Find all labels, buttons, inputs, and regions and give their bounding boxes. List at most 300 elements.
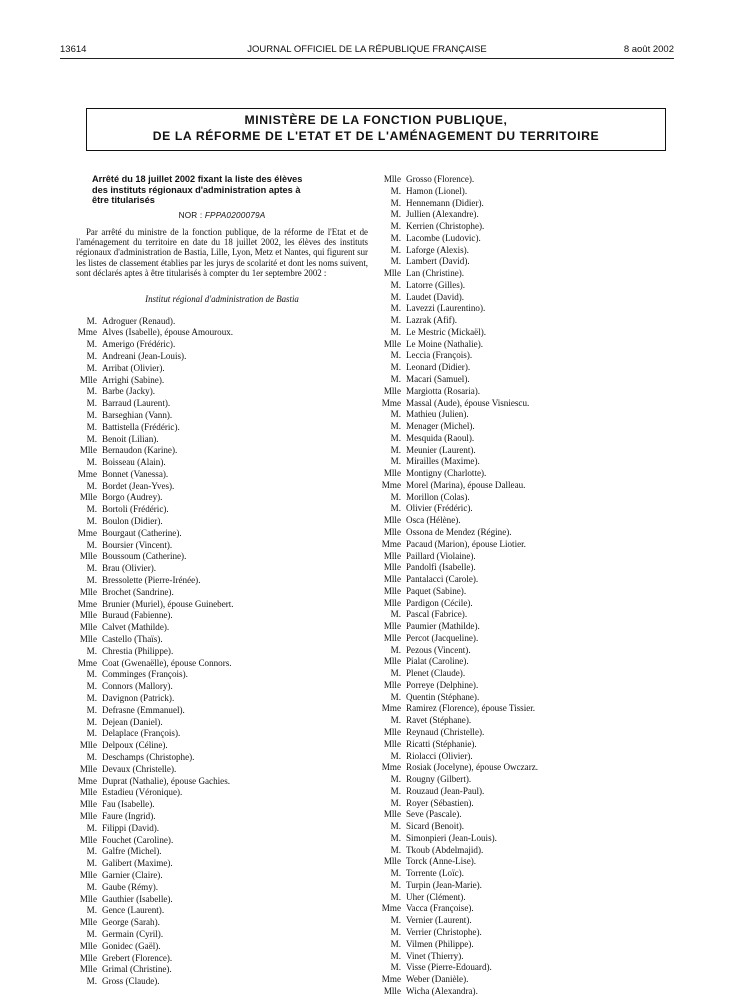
civility-title: M. (86, 846, 97, 857)
civility-title: M. (86, 315, 97, 326)
person-name: Ossona de Mendez (Régine). (406, 526, 512, 537)
arrete-title-line3: être titularisés (92, 195, 155, 205)
person-name: Galfre (Michel). (102, 846, 162, 857)
name-entry (380, 656, 700, 668)
person-name: Le Mestric (Mickaël). (406, 326, 487, 337)
name-entry (76, 882, 368, 894)
name-entry (76, 799, 368, 811)
civility-title: M. (390, 232, 401, 243)
person-name: Morillon (Colas). (406, 491, 470, 502)
civility-title: Mlle (383, 809, 401, 820)
name-entry (76, 776, 368, 788)
civility-title: Mlle (383, 656, 401, 667)
name-entry (380, 245, 700, 257)
name-entry (380, 280, 700, 292)
person-name: Gence (Laurent). (102, 905, 165, 916)
name-entry (380, 951, 700, 963)
nor-value: FPPA0200079A (204, 210, 266, 220)
civility-title: Mlle (79, 917, 97, 928)
person-name: Lavezzi (Laurentino). (406, 303, 486, 314)
civility-title: Mlle (383, 632, 401, 643)
civility-title: M. (390, 409, 401, 420)
name-entry (380, 892, 700, 904)
name-entry (380, 868, 700, 880)
person-name: Barbe (Jacky). (102, 386, 156, 397)
name-entry (76, 575, 368, 587)
person-name: Bourgaut (Catherine). (102, 527, 182, 538)
person-name: Kerrien (Christophe). (406, 221, 485, 232)
name-entry (380, 398, 700, 410)
arrete-title-line1: Arrêté du 18 juillet 2002 fixant la liste des élèves (92, 174, 303, 184)
person-name: Latorre (Gilles). (406, 279, 466, 290)
civility-title: Mlle (79, 869, 97, 880)
name-entry (380, 586, 700, 598)
person-name: Wicha (Alexandra). (406, 985, 478, 996)
civility-title: M. (390, 197, 401, 208)
person-name: Brunier (Muriel), épouse Guinebert. (102, 598, 234, 609)
name-entry (380, 233, 700, 245)
name-entry (380, 409, 700, 421)
name-entry (380, 527, 700, 539)
name-entry (76, 764, 368, 776)
civility-title: Mlle (79, 964, 97, 975)
name-entry (380, 762, 700, 774)
civility-title: Mlle (79, 893, 97, 904)
name-entry (380, 903, 700, 915)
person-name: Deschamps (Christophe). (102, 752, 195, 763)
person-name: Garnier (Claire). (102, 869, 163, 880)
person-name: Rosiak (Jocelyne), épouse Owczarz. (406, 762, 539, 773)
person-name: Castello (Thaïs). (102, 634, 163, 645)
civility-title: M. (86, 928, 97, 939)
name-entry (380, 221, 700, 233)
civility-title: Mlle (79, 551, 97, 562)
civility-title: Mlle (79, 374, 97, 385)
name-entry (380, 633, 700, 645)
person-name: Pialat (Caroline). (406, 656, 469, 667)
civility-title: Mlle (79, 811, 97, 821)
publication-date: 8 août 2002 (623, 44, 674, 55)
civility-title: Mme (381, 974, 401, 985)
name-entry (380, 362, 700, 374)
person-name: Percot (Jacqueline). (406, 632, 479, 643)
name-entry (380, 468, 700, 480)
civility-title: Mme (77, 327, 97, 338)
name-entry (76, 469, 368, 481)
name-entry (76, 846, 368, 858)
person-name: Porreye (Delphine). (406, 679, 479, 690)
civility-title: M. (86, 350, 97, 361)
civility-title: Mme (381, 703, 401, 714)
name-entry (380, 703, 700, 715)
civility-title: Mlle (383, 679, 401, 690)
person-name: Boisseau (Alain). (102, 457, 166, 468)
person-name: Hennemann (Didier). (406, 197, 484, 208)
civility-title: M. (86, 480, 97, 491)
name-entry (380, 621, 700, 633)
civility-title: M. (86, 752, 97, 763)
name-entry (380, 786, 700, 798)
name-entry (380, 292, 700, 304)
person-name: Leonard (Didier). (406, 362, 471, 373)
civility-title: M. (86, 858, 97, 869)
civility-title: M. (86, 339, 97, 350)
person-name: Connors (Mallory). (102, 681, 173, 692)
arrete-title (76, 174, 368, 206)
civility-title: M. (390, 868, 401, 879)
person-name: Tkoub (Abdelmajid). (406, 844, 484, 855)
civility-title: M. (86, 693, 97, 704)
name-entry (76, 327, 368, 339)
person-name: Margiotta (Rosaria). (406, 385, 481, 396)
person-name: Jullien (Alexandre). (406, 209, 479, 220)
civility-title: M. (86, 881, 97, 892)
name-entry (380, 374, 700, 386)
name-entry (380, 645, 700, 657)
person-name: Olivier (Frédéric). (406, 503, 473, 514)
person-name: Meunier (Laurent). (406, 444, 476, 455)
person-name: Vinet (Thierry). (406, 950, 464, 961)
name-entry (76, 540, 368, 552)
person-name: Pascal (Fabrice). (406, 609, 468, 620)
name-entry (76, 823, 368, 835)
person-name: Pacaud (Marion), épouse Liotier. (406, 538, 526, 549)
name-entry (76, 953, 368, 965)
person-name: Boursier (Vincent). (102, 539, 173, 550)
civility-title: M. (390, 279, 401, 290)
civility-title: M. (390, 350, 401, 361)
civility-title: Mlle (383, 385, 401, 396)
civility-title: Mlle (79, 763, 97, 774)
person-name: Delaplace (François). (102, 728, 181, 739)
page-header (60, 44, 674, 58)
name-entry (380, 562, 700, 574)
civility-title: Mlle (383, 621, 401, 632)
name-entry (76, 410, 368, 422)
civility-title: M. (390, 491, 401, 502)
person-name: Arrighi (Sabine). (102, 374, 165, 385)
name-entry (76, 398, 368, 410)
person-name: Rougny (Gilbert). (406, 774, 472, 785)
person-name: Bressolette (Pierre-Irénée). (102, 575, 201, 586)
name-entry (380, 715, 700, 727)
civility-title: M. (390, 644, 401, 655)
name-entry (380, 303, 700, 315)
civility-title: Mme (381, 762, 401, 773)
civility-title: M. (86, 645, 97, 656)
name-entry (380, 174, 700, 186)
name-entry (380, 821, 700, 833)
person-name: Gauthier (Isabelle). (102, 893, 173, 904)
person-name: Quentin (Stéphane). (406, 691, 480, 702)
civility-title: Mme (77, 775, 97, 786)
name-entry (76, 386, 368, 398)
person-name: Hamon (Lionel). (406, 185, 468, 196)
civility-title: Mlle (79, 610, 97, 621)
person-name: Dejean (Daniel). (102, 716, 163, 727)
civility-title: M. (390, 750, 401, 761)
name-entry (380, 974, 700, 986)
name-entry (380, 668, 700, 680)
civility-title: M. (390, 315, 401, 326)
name-entry (76, 858, 368, 870)
person-name: Barraud (Laurent). (102, 398, 171, 409)
name-entry (76, 669, 368, 681)
civility-title: M. (86, 905, 97, 916)
name-entry (76, 681, 368, 693)
name-entry (76, 870, 368, 882)
civility-title: Mlle (79, 634, 97, 645)
civility-title: M. (390, 668, 401, 679)
name-entry (76, 339, 368, 351)
person-name: Buraud (Fabienne). (102, 610, 173, 621)
name-entry (76, 811, 368, 823)
institute-heading: Institut régional d'administration de Bastia (145, 293, 299, 304)
name-entry (76, 492, 368, 504)
civility-title: Mlle (383, 585, 401, 596)
name-entry (76, 610, 368, 622)
name-entry (76, 905, 368, 917)
person-name: Barseghian (Vann). (102, 409, 173, 420)
civility-title: M. (390, 326, 401, 337)
name-entry (380, 751, 700, 763)
civility-title: Mlle (383, 515, 401, 526)
name-entry (380, 986, 700, 998)
name-entry (380, 598, 700, 610)
civility-title: M. (390, 185, 401, 196)
name-entry (380, 327, 700, 339)
name-entry (380, 186, 700, 198)
name-entry (76, 693, 368, 705)
person-name: Alves (Isabelle), épouse Amouroux. (102, 327, 234, 338)
civility-title: M. (86, 421, 97, 432)
civility-title: M. (390, 291, 401, 302)
civility-title: M. (86, 457, 97, 468)
nor-reference (76, 211, 368, 220)
name-entry (76, 658, 368, 670)
civility-title: M. (390, 950, 401, 961)
person-name: Mesquida (Raoul). (406, 432, 475, 443)
person-name: Davignon (Patrick). (102, 693, 175, 704)
name-entry (380, 386, 700, 398)
civility-title: Mlle (79, 492, 97, 503)
name-entry (380, 315, 700, 327)
person-name: Battistella (Frédéric). (102, 421, 180, 432)
person-name: Brau (Olivier). (102, 563, 157, 574)
person-name: Devaux (Christelle). (102, 763, 177, 774)
name-entry (380, 551, 700, 563)
civility-title: M. (390, 432, 401, 443)
person-name: Weber (Danièle). (406, 974, 469, 985)
name-entry (76, 717, 368, 729)
civility-title: M. (390, 209, 401, 220)
person-name: George (Sarah). (102, 917, 160, 928)
person-name: Montigny (Charlotte). (406, 468, 487, 479)
person-name: Fau (Isabelle). (102, 799, 155, 810)
name-entry (76, 622, 368, 634)
person-name: Gaube (Rémy). (102, 881, 159, 892)
person-name: Bonnet (Vanessa). (102, 468, 169, 479)
civility-title: Mlle (383, 550, 401, 561)
civility-title: M. (390, 797, 401, 808)
name-entry (76, 551, 368, 563)
civility-title: Mme (381, 397, 401, 408)
civility-title: M. (86, 362, 97, 373)
civility-title: M. (86, 704, 97, 715)
name-entry (380, 421, 700, 433)
civility-title: M. (86, 409, 97, 420)
person-name: Paquet (Sabine). (406, 585, 467, 596)
left-column (76, 174, 368, 988)
name-entry (76, 646, 368, 658)
name-entry (76, 835, 368, 847)
name-entry (76, 976, 368, 988)
person-name: Bernaudon (Karine). (102, 445, 178, 456)
person-name: Vernier (Laurent). (406, 915, 472, 926)
civility-title: Mme (381, 538, 401, 549)
person-name: Estadieu (Véronique). (102, 787, 183, 798)
person-name: Reynaud (Christelle). (406, 726, 485, 737)
name-entry (76, 740, 368, 752)
civility-title: Mlle (383, 738, 401, 749)
civility-title: M. (86, 433, 97, 444)
civility-title: M. (86, 575, 97, 586)
person-name: Bordet (Jean-Yves). (102, 480, 175, 491)
civility-title: M. (86, 716, 97, 727)
name-entry (380, 692, 700, 704)
person-name: Lacombe (Ludovic). (406, 232, 481, 243)
civility-title: M. (390, 221, 401, 232)
civility-title: M. (390, 421, 401, 432)
person-name: Boussoum (Catherine). (102, 551, 187, 562)
name-entry (76, 445, 368, 457)
civility-title: M. (86, 516, 97, 527)
person-name: Mirailles (Maxime). (406, 456, 480, 467)
name-entry (76, 504, 368, 516)
civility-title: M. (86, 563, 97, 574)
person-name: Lambert (David). (406, 256, 470, 267)
nor-label: NOR : (178, 210, 203, 220)
civility-title: Mlle (79, 622, 97, 633)
name-entry (76, 705, 368, 717)
name-entry (76, 894, 368, 906)
person-name: Laudet (David). (406, 291, 465, 302)
person-name: Faure (Ingrid). (102, 811, 156, 821)
name-entry (380, 939, 700, 951)
civility-title: M. (390, 444, 401, 455)
name-entry (380, 433, 700, 445)
person-name: Torck (Anne-Lise). (406, 856, 477, 867)
civility-title: M. (390, 832, 401, 843)
civility-title: M. (390, 844, 401, 855)
name-entry (76, 563, 368, 575)
person-name: Bortoli (Frédéric). (102, 504, 169, 515)
person-name: Uher (Clément). (406, 891, 466, 902)
person-name: Le Moine (Nathalie). (406, 338, 484, 349)
name-entry (76, 728, 368, 740)
name-entry (380, 503, 700, 515)
person-name: Ravet (Stéphane). (406, 715, 472, 726)
person-name: Massal (Aude), épouse Visniescu. (406, 397, 530, 408)
name-entry (76, 363, 368, 375)
person-name: Defrasne (Emmanuel). (102, 704, 185, 715)
arrete-body: Par arrêté du ministre de la fonction publique, de la réforme de l'Etat et de l'aménagement du territoire en date du 18 juillet 2002, les élèves des instituts régionaux d'administration de Bastia, Lille, Lyon, Metz et Nantes, qui figurent sur les listes de classement établies par les jurys de scolarité et dont les noms suivent, sont déclarés aptes à être titularisés à compter du 1er septembre 2002 : (76, 226, 368, 279)
civility-title: Mlle (79, 740, 97, 751)
civility-title: M. (390, 256, 401, 267)
person-name: Andreani (Jean-Louis). (102, 350, 187, 361)
name-entry (76, 351, 368, 363)
person-name: Vilmen (Philippe). (406, 938, 474, 949)
name-entry (76, 434, 368, 446)
name-entry (380, 209, 700, 221)
civility-title: M. (390, 821, 401, 832)
name-entry (380, 798, 700, 810)
person-name: Galibert (Maxime). (102, 858, 173, 869)
name-entry (380, 350, 700, 362)
person-name: Osca (Hélène). (406, 515, 461, 526)
person-name: Macari (Samuel). (406, 374, 470, 385)
person-name: Verrier (Christophe). (406, 927, 482, 937)
person-name: Grebert (Florence). (102, 952, 173, 963)
name-entry (380, 198, 700, 210)
person-name: Chrestia (Philippe). (102, 645, 174, 656)
person-name: Riolacci (Olivier). (406, 750, 473, 761)
person-name: Duprat (Nathalie), épouse Gachies. (102, 775, 231, 786)
person-name: Fouchet (Caroline). (102, 834, 174, 845)
name-entry (380, 480, 700, 492)
civility-title: M. (390, 244, 401, 255)
ministry-heading-line1: MINISTÈRE DE LA FONCTION PUBLIQUE, (244, 113, 508, 127)
person-name: Adroguer (Renaud). (102, 315, 176, 326)
civility-title: M. (390, 785, 401, 796)
name-entry (76, 634, 368, 646)
name-entry (76, 457, 368, 469)
journal-title: JOURNAL OFFICIEL DE LA RÉPUBLIQUE FRANÇAISE (247, 44, 487, 55)
name-entry (76, 528, 368, 540)
person-name: Paumier (Mathilde). (406, 621, 480, 632)
civility-title: Mlle (79, 787, 97, 798)
person-name: Seve (Pascale). (406, 809, 462, 820)
name-entry (380, 845, 700, 857)
civility-title: Mlle (79, 834, 97, 845)
person-name: Germain (Cyril). (102, 928, 164, 939)
person-name: Royer (Sébastien). (406, 797, 474, 808)
civility-title: M. (86, 728, 97, 739)
name-entry (380, 515, 700, 527)
person-name: Grosso (Florence). (406, 174, 475, 184)
person-name: Amerigo (Frédéric). (102, 339, 176, 350)
person-name: Boulon (Didier). (102, 516, 163, 527)
civility-title: Mme (77, 598, 97, 609)
civility-title: M. (86, 398, 97, 409)
ministry-heading-line2: DE LA RÉFORME DE L'ETAT ET DE L'AMÉNAGEMENT DU TERRITOIRE (152, 129, 600, 143)
civility-title: M. (390, 891, 401, 902)
civility-title: Mme (77, 527, 97, 538)
civility-title: M. (390, 915, 401, 926)
name-entry (76, 375, 368, 387)
name-entry (380, 809, 700, 821)
civility-title: Mme (381, 903, 401, 914)
civility-title: M. (390, 609, 401, 620)
civility-title: Mlle (79, 586, 97, 597)
civility-title: M. (390, 362, 401, 373)
person-name: Benoit (Lilian). (102, 433, 159, 444)
name-entry (380, 492, 700, 504)
civility-title: M. (390, 938, 401, 949)
person-name: Mathieu (Julien). (406, 409, 469, 420)
civility-title: Mme (381, 479, 401, 490)
civility-title: Mlle (383, 338, 401, 349)
